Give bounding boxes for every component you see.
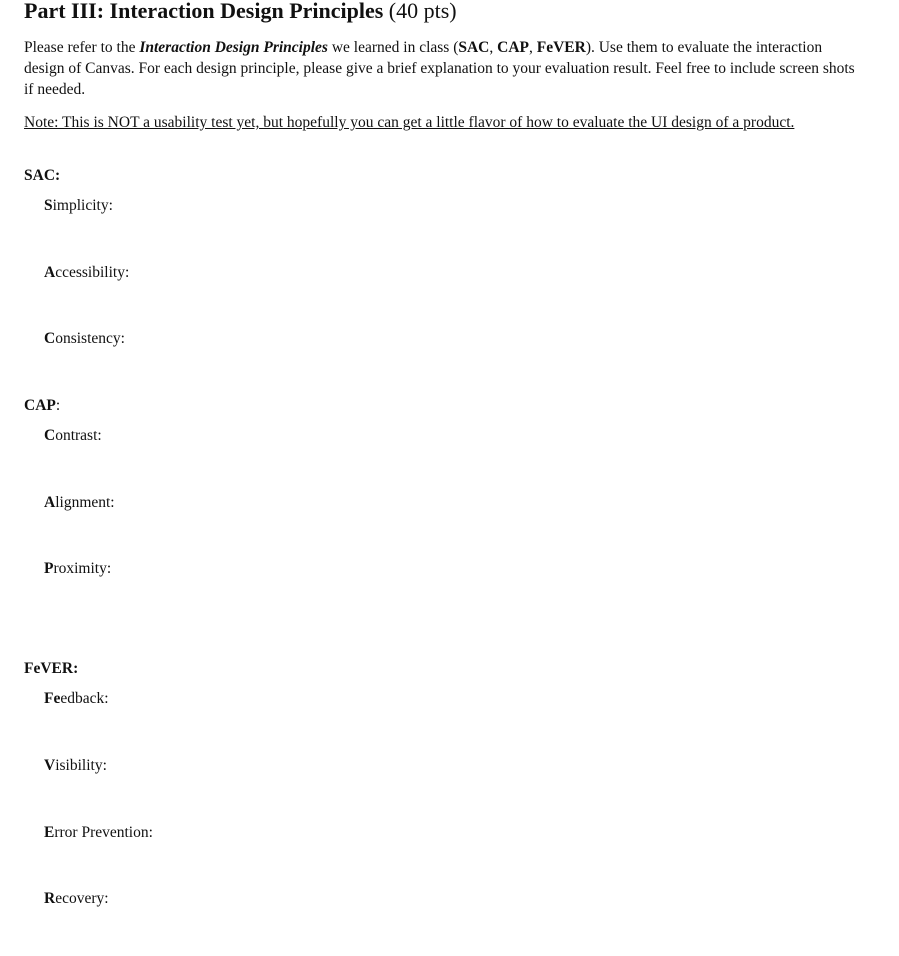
group-label: FeVER [24, 660, 74, 677]
group-heading-fever [24, 659, 78, 679]
item-initial: A [44, 264, 56, 281]
group-label: SAC [24, 167, 56, 184]
item-visibility [44, 756, 107, 776]
item-initial: S [44, 197, 53, 214]
group-label: CAP [24, 397, 56, 414]
item-rest: lignment: [55, 494, 115, 511]
title-points: (40 pts) [383, 0, 457, 23]
item-initial: Fe [44, 690, 61, 707]
intro-sac: SAC [458, 39, 490, 56]
item-recovery [44, 889, 109, 909]
intro-paragraph [24, 37, 864, 100]
item-initial: R [44, 890, 56, 907]
note: Note: This is NOT a usability test yet, but hopefully you can get a little flavor of how to evaluate the UI design of a product. [24, 114, 795, 131]
page-title [24, 0, 457, 25]
item-rest: ccessibility: [55, 264, 130, 281]
item-rest: edback: [60, 690, 109, 707]
item-initial: P [44, 560, 54, 577]
intro-sep-1: , [489, 39, 498, 56]
item-consistency [44, 329, 125, 349]
item-initial: E [44, 824, 55, 841]
item-rest: isibility: [55, 757, 107, 774]
intro-fever: FeVER [536, 39, 586, 56]
intro-text-2: we learned in class ( [327, 39, 459, 56]
item-rest: rror Prevention: [54, 824, 153, 841]
intro-text-1: Please refer to the [24, 39, 140, 56]
group-colon: : [73, 660, 79, 677]
intro-cap: CAP [497, 39, 529, 56]
title-main: Part III: Interaction Design Principles [24, 0, 384, 23]
item-rest: implicity: [52, 197, 113, 214]
intro-sep-2: , [528, 39, 537, 56]
item-alignment [44, 493, 115, 513]
group-colon: : [55, 397, 61, 414]
item-initial: A [44, 494, 56, 511]
item-initial: V [44, 757, 56, 774]
item-rest: onsistency: [55, 330, 125, 347]
intro-emphasis: Interaction Design Principles [139, 39, 328, 56]
item-simplicity [44, 196, 113, 216]
item-proximity [44, 559, 111, 579]
item-initial: C [44, 330, 56, 347]
item-error-prevention [44, 823, 153, 843]
item-initial: C [44, 427, 56, 444]
item-rest: roximity: [53, 560, 112, 577]
item-rest: ontrast: [55, 427, 102, 444]
item-feedback [44, 689, 109, 709]
item-accessibility [44, 263, 129, 283]
item-rest: ecovery: [55, 890, 109, 907]
group-heading-cap [24, 396, 60, 416]
group-heading-sac [24, 166, 60, 186]
intro-text-3: ). Use them to evaluate the interaction design of Canvas. For each design principle, please give a brief explanation to your evaluation result. Feel free to include screen shots if needed. [24, 39, 855, 98]
item-contrast [44, 426, 102, 446]
group-colon: : [55, 167, 61, 184]
